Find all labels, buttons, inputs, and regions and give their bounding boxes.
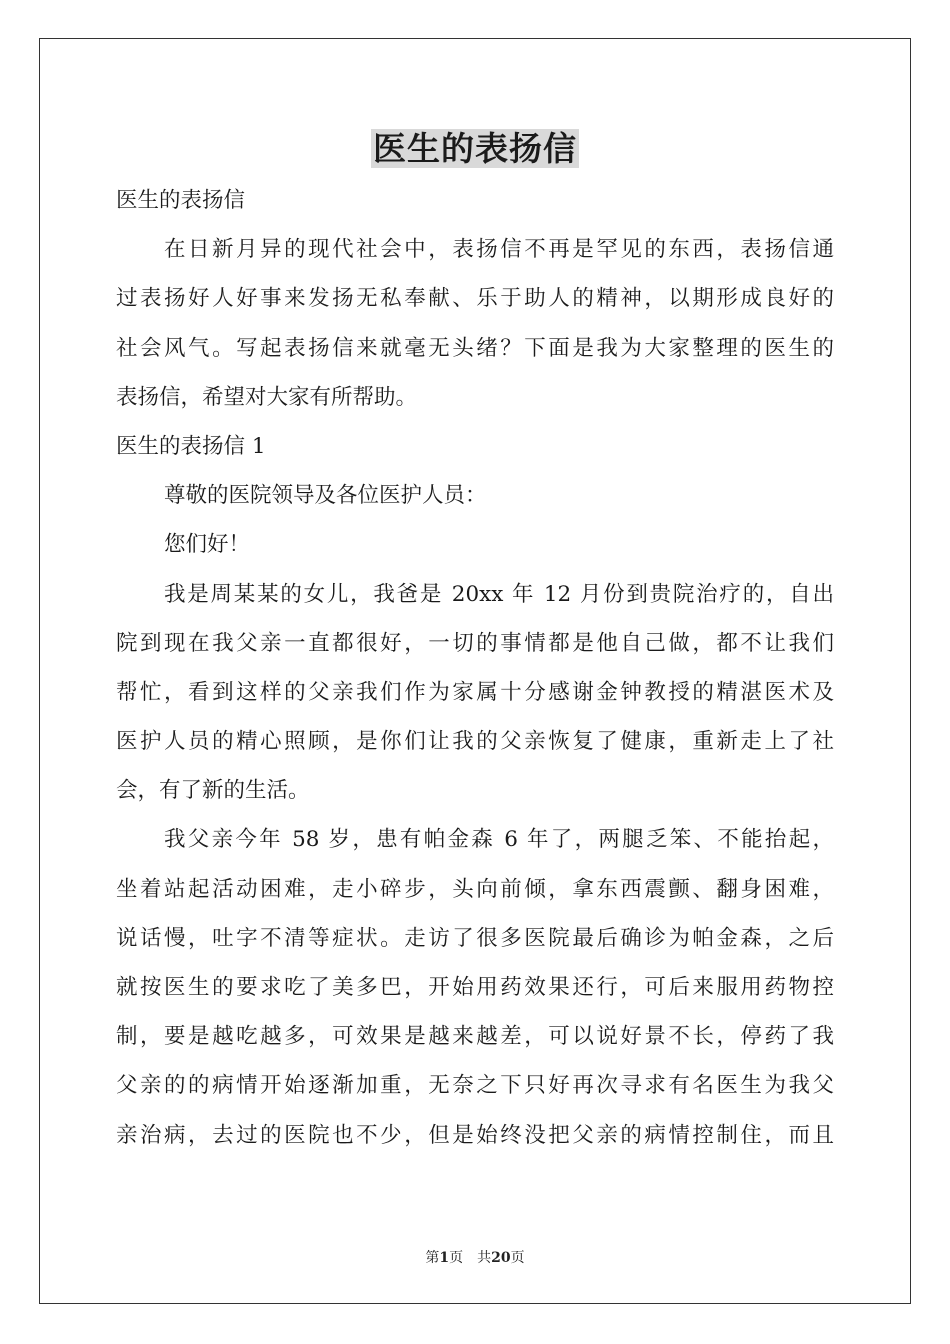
text-line: 您们好！: [164, 532, 251, 558]
text-line: 制，要是越吃越多，可效果是越来越差，可以说好景不长，停药了我: [116, 1024, 834, 1050]
text-line: 我父亲今年 58 岁，患有帕金森 6 年了，两腿乏笨、不能抬起，: [164, 827, 834, 853]
document-title: [0, 126, 950, 172]
page-footer: [0, 1247, 950, 1267]
text-line: 社会风气。写起表扬信来就毫无头绪？下面是我为大家整理的医生的: [116, 335, 834, 361]
text-line: 医生的表扬信 1: [116, 433, 266, 459]
text-line: 尊敬的医院领导及各位医护人员：: [164, 483, 487, 509]
text-line: 父亲的的病情开始逐渐加重，无奈之下只好再次寻求有名医生为我父: [116, 1073, 834, 1099]
text-line: 医生的表扬信: [116, 188, 246, 213]
document-body: [116, 176, 834, 1160]
text-line: 我是周某某的女儿，我爸是 20xx 年 12 月份到贵院治疗的，自出: [164, 581, 834, 607]
document-title-text: 医生的表扬信: [373, 129, 577, 168]
footer-page-suffix: 页: [449, 1250, 464, 1266]
footer-total-prefix: 共: [477, 1250, 492, 1266]
text-line: 在日新月异的现代社会中，表扬信不再是罕见的东西，表扬信通: [164, 237, 834, 263]
text-line: 医护人员的精心照顾，是你们让我的父亲恢复了健康，重新走上了社: [116, 729, 834, 755]
text-line: 院到现在我父亲一直都很好，一切的事情都是他自己做，都不让我们: [116, 630, 834, 656]
text-line: 就按医生的要求吃了美多巴，开始用药效果还行，可后来服用药物控: [116, 975, 834, 1000]
text-line: 说话慢，吐字不清等症状。走访了很多医院最后确诊为帕金森，之后: [116, 925, 834, 951]
footer-total-suffix: 页: [510, 1250, 525, 1266]
text-line: 会，有了新的生活。: [116, 778, 310, 804]
text-line: 亲治病，去过的医院也不少，但是始终没把父亲的病情控制住，而且: [116, 1122, 834, 1148]
text-line: 帮忙，看到这样的父亲我们作为家属十分感谢金钟教授的精湛医术及: [116, 679, 834, 705]
text-line: 过表扬好人好事来发扬无私奉献、乐于助人的精神，以期形成良好的: [116, 286, 834, 312]
text-line: 表扬信，希望对大家有所帮助。: [116, 384, 418, 410]
footer-page-number: 1: [439, 1250, 450, 1266]
footer-page-prefix: 第: [425, 1250, 440, 1266]
text-line: 坐着站起活动困难，走小碎步，头向前倾，拿东西震颤、翻身困难，: [116, 876, 834, 902]
footer-total-pages: 20: [491, 1250, 511, 1266]
